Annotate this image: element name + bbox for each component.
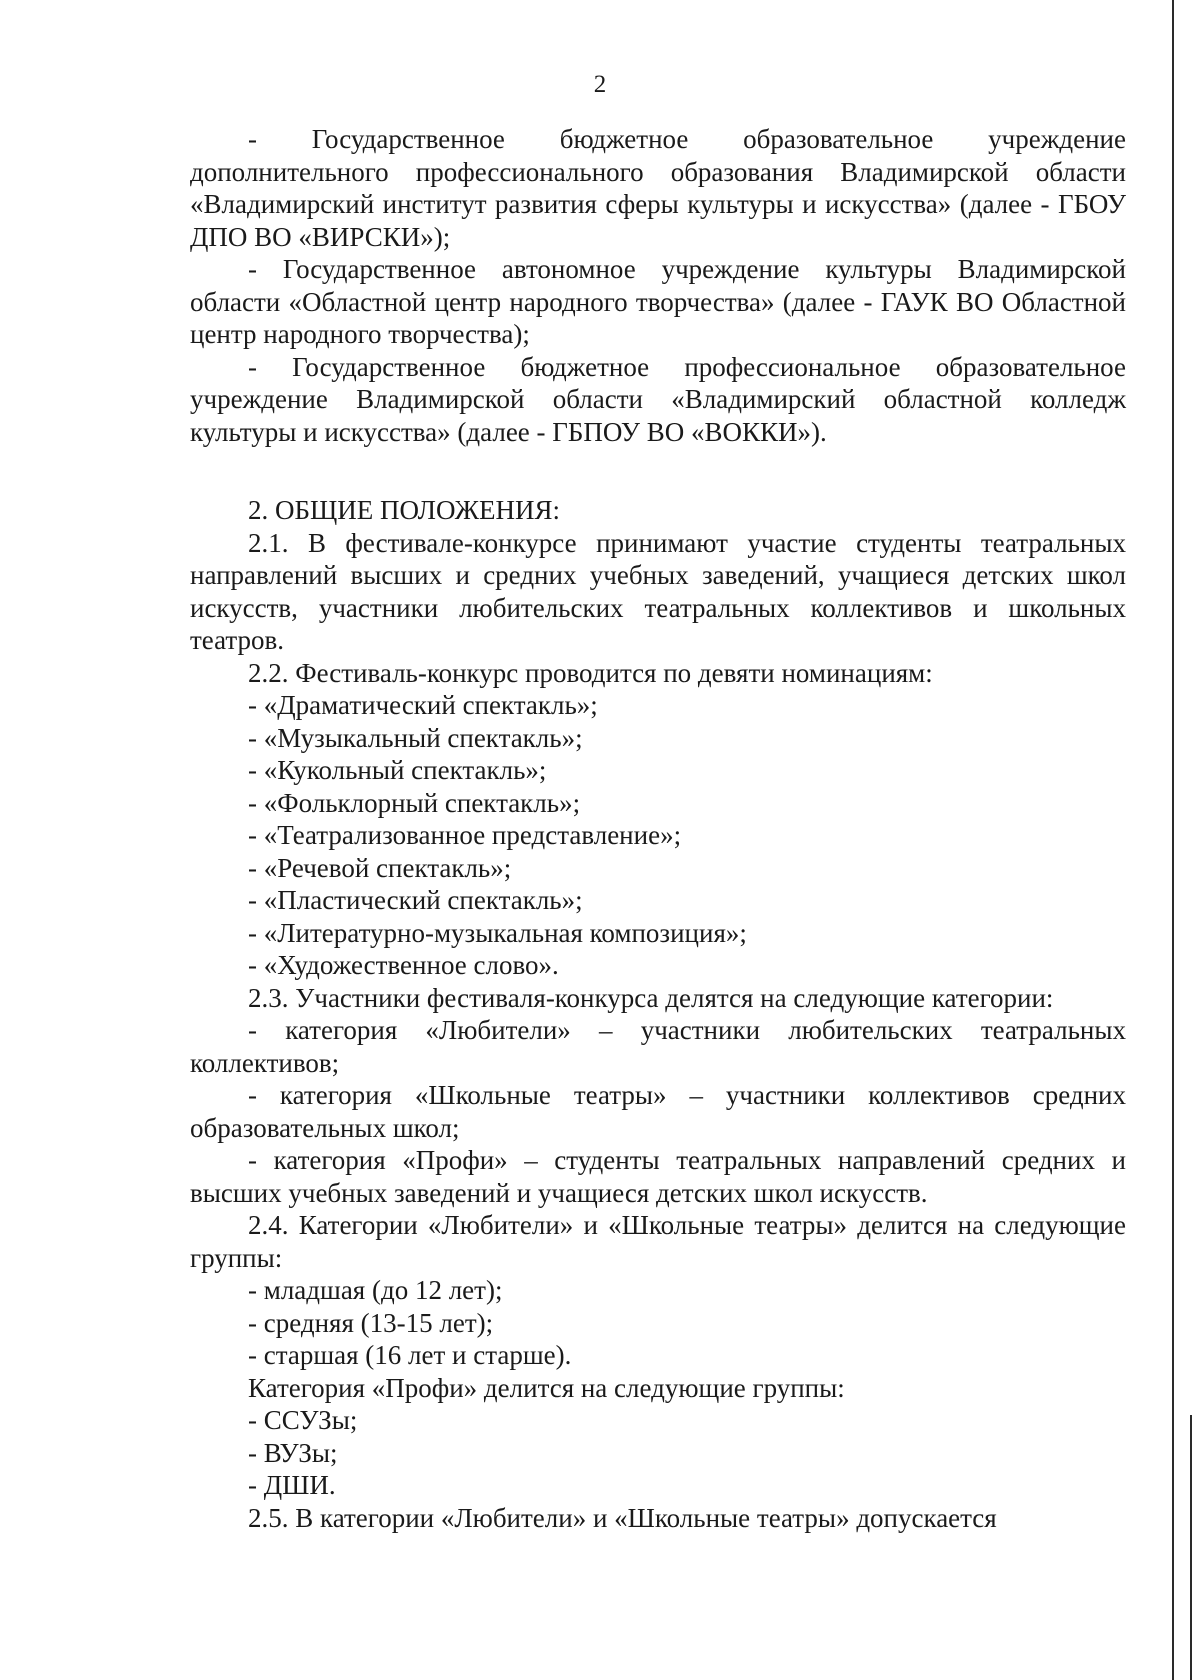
nomination-item: - «Речевой спектакль»; (248, 852, 512, 883)
scan-edge-line (1172, 0, 1174, 1680)
nomination-item: - «Драматический спектакль»; (248, 690, 598, 720)
section-gap (190, 448, 1126, 494)
paragraph-2-5: 2.5. В категории «Любители» и «Школьные театры» допускается (248, 1502, 997, 1533)
paragraph-2-1: 2.1. В фестивале-конкурсе принимают участие студенты театральных направлений высших и средних учебных заведений, учащиеся детских школ искусств, участники любительских театральных коллективов и школьных театров. (190, 527, 1126, 655)
nomination-item: - «Театрализованное представление»; (248, 820, 682, 850)
category-item: - категория «Школьные театры» – участники коллективов средних образовательных школ; (190, 1080, 1126, 1143)
profi-group-item: - ВУЗы; (248, 1437, 338, 1468)
category-item: - категория «Любители» – участники любительских театральных коллективов; (190, 1015, 1126, 1078)
intro-item: - Государственное бюджетное образовательное учреждение дополнительного профессионального образования Владимирской области «Владимирский институт развития сферы культуры и искусства» (далее - ГБОУ ДПО ВО «ВИРСКИ»); (190, 124, 1126, 252)
age-group-item: - старшая (16 лет и старше). (248, 1340, 572, 1370)
page-number: 2 (593, 71, 607, 98)
age-group-item: - средняя (13-15 лет); (248, 1307, 494, 1338)
nomination-item: - «Пластический спектакль»; (248, 885, 583, 915)
paragraph-2-4: 2.4. Категории «Любители» и «Школьные театры» делится на следующие группы: (190, 1210, 1126, 1273)
intro-item: - Государственное бюджетное профессиональное образовательное учреждение Владимирской области «Владимирский областной колледж культуры и искусства» (далее - ГБПОУ ВО «ВОККИ»). (190, 351, 1126, 447)
category-item: - категория «Профи» – студенты театральных направлений средних и высших учебных заведений и учащиеся детских школ искусств. (190, 1145, 1126, 1208)
scan-edge-mark (1190, 1415, 1192, 1680)
paragraph-2-3: 2.3. Участники фестиваля-конкурса делятся на следующие категории: (248, 982, 1054, 1013)
intro-item: - Государственное автономное учреждение культуры Владимирской области «Областной центр народного творчества» (далее - ГАУК ВО Областной центр народного творчества); (190, 254, 1126, 349)
nomination-item: - «Художественное слово». (248, 950, 559, 980)
document-body (190, 123, 1126, 1534)
nomination-item: - «Фольклорный спектакль»; (248, 787, 581, 818)
section-heading: 2. ОБЩИЕ ПОЛОЖЕНИЯ: (248, 495, 560, 525)
profi-group-item: - ДШИ. (248, 1470, 336, 1500)
profi-group-item: - ССУЗы; (248, 1405, 358, 1435)
nomination-item: - «Кукольный спектакль»; (248, 755, 547, 785)
age-group-item: - младшая (до 12 лет); (248, 1275, 503, 1305)
profi-intro: Категория «Профи» делится на следующие группы: (248, 1372, 845, 1403)
nomination-item: - «Литературно-музыкальная композиция»; (248, 917, 747, 948)
nomination-item: - «Музыкальный спектакль»; (248, 722, 583, 753)
paragraph-2-2: 2.2. Фестиваль-конкурс проводится по девяти номинациям: (248, 657, 933, 688)
